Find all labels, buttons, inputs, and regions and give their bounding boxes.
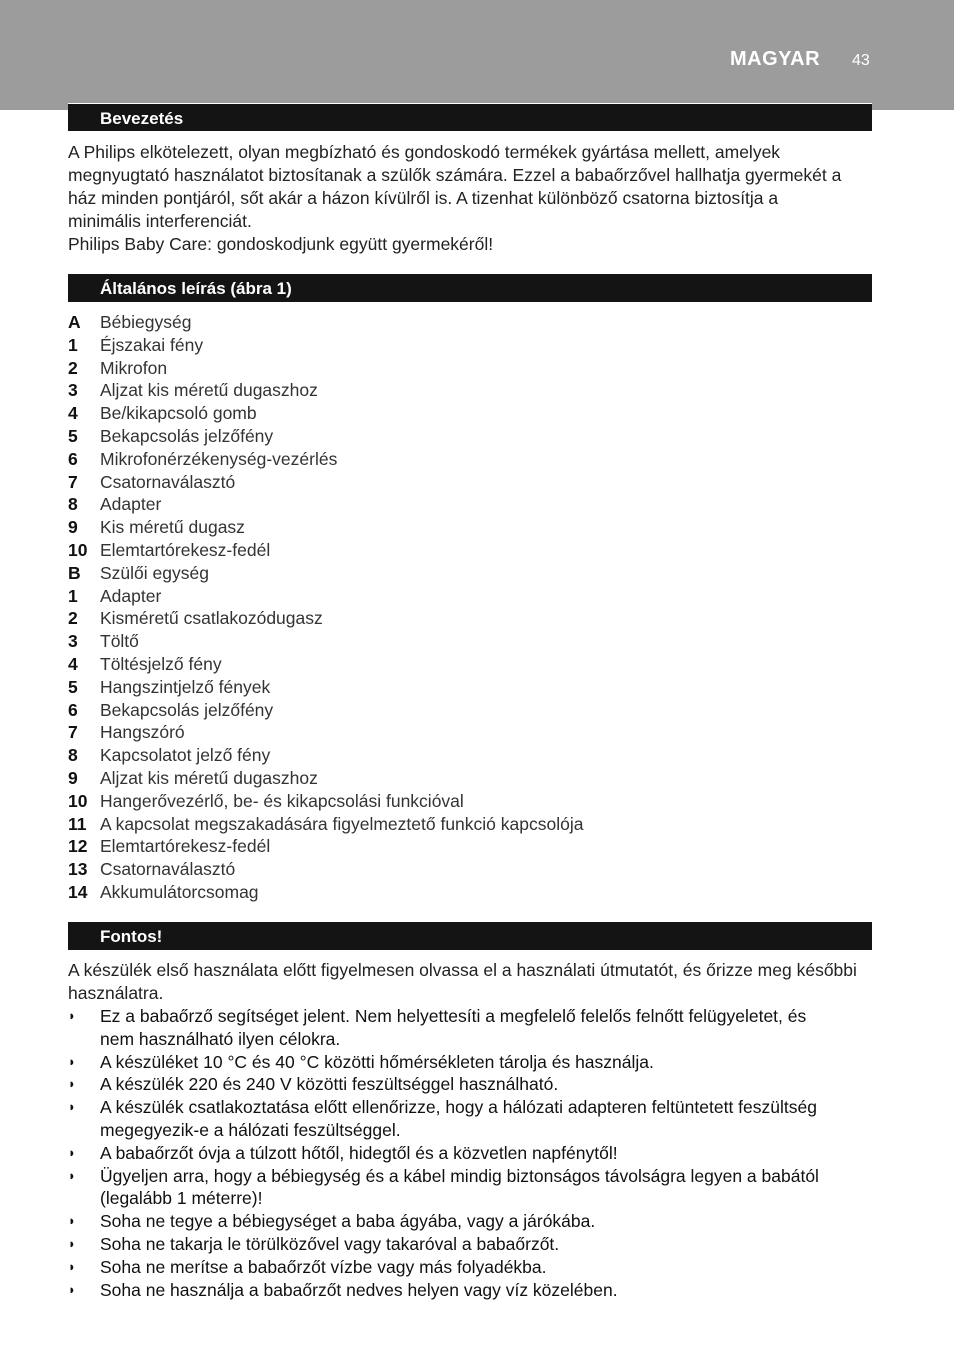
parts-list-text: Bébiegység [100,312,192,332]
parts-list-text: Hangszóró [100,722,185,743]
parts-list-key: 9 [68,767,78,788]
parts-list-text: Bekapcsolás jelzőfény [100,425,274,446]
warning-line: A készülék 220 és 240 V közötti feszültséggel használható. [100,1074,559,1095]
parts-list-item [68,858,873,881]
parts-list-key: 4 [68,653,78,674]
parts-list-key: 7 [68,471,78,492]
parts-list-text: Elemtartórekesz-fedél [100,836,271,857]
bullet-icon: ◗ [68,1167,76,1183]
parts-list-key: 8 [68,745,78,766]
parts-list-item [68,402,873,425]
intro-paragraph [68,141,873,256]
parts-list-key: 3 [68,631,78,652]
parts-list-key: 6 [68,699,78,720]
warning-item [68,1005,873,1051]
parts-list-text: Hangszintjelző fények [100,676,271,697]
warning-line: A készülék csatlakoztatása előtt ellenőrizze, hogy a hálózati adapteren feltüntetett feszültség [100,1097,817,1118]
parts-list-text: Kis méretű dugasz [100,517,245,538]
parts-list-item [68,379,873,402]
warning-line: Soha ne merítse a babaőrzőt vízbe vagy más folyadékba. [100,1256,547,1277]
parts-list-text: Éjszakai fény [100,334,204,355]
important-intro-line: használatra. [68,983,164,1003]
parts-list-key: 14 [68,881,88,902]
parts-list-text: Hangerővezérlő, be- és kikapcsolási funkcióval [100,790,464,811]
bullet-icon: ◗ [68,1053,76,1069]
parts-list-text: Mikrofon [100,357,168,378]
section-heading-intro [68,103,872,131]
parts-list-text: Töltő [100,631,139,652]
warning-item [68,1051,873,1074]
intro-line: A Philips elkötelezett, olyan megbízható és gondoskodó termékek gyártása mellett, amelyek [68,142,781,162]
parts-list-item [68,790,873,813]
warning-item [68,1073,873,1096]
parts-list-item [68,630,873,653]
warning-item [68,1256,873,1279]
parts-list-item [68,448,873,471]
parts-list-key: 1 [68,334,78,355]
parts-list-key: 2 [68,357,78,378]
parts-list-item [68,767,873,790]
bullet-icon: ◗ [68,1258,76,1274]
warning-line: (legalább 1 méterre)! [100,1188,263,1209]
parts-list-item [68,721,873,744]
parts-list-key: 1 [68,585,78,606]
warning-item [68,1165,873,1211]
parts-list [68,311,873,904]
parts-list-item [68,425,873,448]
parts-list-item [68,676,873,699]
parts-list-item [68,334,873,357]
parts-list-item [68,311,873,334]
section-heading-description [68,274,872,302]
warning-line: nem használható ilyen célokra. [100,1028,341,1049]
parts-list-text: Adapter [100,494,162,515]
intro-line: megnyugtató használatot biztosítanak a szülők számára. Ezzel a babaőrzővel hallhatja gyermekét a [68,165,842,185]
parts-list-text: Aljzat kis méretű dugaszhoz [100,767,318,788]
important-intro [68,959,873,1005]
intro-line: ház minden pontjáról, sőt akár a házon kívülről is. A tizenhat különböző csatorna biztosítja a [68,188,779,208]
parts-list-text: Elemtartórekesz-fedél [100,539,271,560]
parts-list-item [68,471,873,494]
parts-list-text: Bekapcsolás jelzőfény [100,699,274,720]
parts-list-key: 5 [68,425,78,446]
section-heading-important-label: Fontos! [100,927,163,946]
bullet-icon: ◗ [68,1008,76,1023]
parts-list-text: Mikrofonérzékenység-vezérlés [100,448,338,469]
intro-line: Philips Baby Care: gondoskodjunk együtt gyermekéről! [68,234,494,254]
parts-list-item [68,744,873,767]
bullet-icon: ◗ [68,1281,76,1297]
warning-line: Soha ne takarja le törülközővel vagy takaróval a babaőrzőt. [100,1233,560,1254]
section-heading-description-label: Általános leírás (ábra 1) [100,279,292,298]
parts-list-key: 13 [68,859,88,880]
parts-list-text: Szülői egység [100,562,209,583]
parts-list-text: Aljzat kis méretű dugaszhoz [100,380,318,401]
warning-item [68,1142,873,1165]
important-intro-line: A készülék első használata előtt figyelmesen olvassa el a használati útmutatót, és őrizze meg későbbi [68,960,857,980]
warning-list [68,1005,873,1301]
intro-line: minimális interferenciát. [68,211,252,231]
parts-list-text: Töltésjelző fény [100,653,222,674]
warning-item [68,1096,873,1142]
parts-list-item [68,493,873,516]
bullet-icon: ◗ [68,1099,76,1115]
parts-list-item [68,607,873,630]
bullet-icon: ◗ [68,1076,76,1092]
parts-list-item [68,539,873,562]
parts-list-key: 10 [68,790,88,811]
bullet-icon: ◗ [68,1144,76,1160]
parts-list-text: Adapter [100,585,162,606]
parts-list-text: Be/kikapcsoló gomb [100,403,257,424]
parts-list-item [68,653,873,676]
warning-item [68,1210,873,1233]
parts-list-item [68,585,873,608]
parts-list-key: 4 [68,403,78,424]
parts-list-item [68,881,873,904]
warning-item [68,1233,873,1256]
bullet-icon: ◗ [68,1213,76,1229]
warning-line: Soha ne tegye a bébiegységet a baba ágyába, vagy a járókába. [100,1211,596,1232]
parts-list-key: 10 [68,539,88,560]
parts-list-item [68,562,873,585]
parts-list-text: Csatornaválasztó [100,859,236,880]
parts-list-text: Kapcsolatot jelző fény [100,745,271,766]
parts-list-text: Kisméretű csatlakozódugasz [100,608,323,629]
warning-line: Ez a babaőrző segítséget jelent. Nem helyettesíti a megfelelő felelős felnőtt felügyeletet, és [100,1006,807,1026]
parts-list-text: Csatornaválasztó [100,471,236,492]
parts-list-key: 6 [68,448,78,469]
parts-list-key: 8 [68,494,78,515]
parts-list-item [68,835,873,858]
parts-list-key: B [68,562,81,583]
parts-list-key: 3 [68,380,78,401]
parts-list-key: 2 [68,608,78,629]
parts-list-key: 5 [68,676,78,697]
parts-list-key: 11 [68,813,87,834]
parts-list-key: 9 [68,517,78,538]
parts-list-text: Akkumulátorcsomag [100,881,259,902]
warning-line: Ügyeljen arra, hogy a bébiegység és a kábel mindig biztonságos távolságra legyen a babától [100,1165,819,1186]
parts-list-key: A [68,312,81,332]
parts-list-text: A kapcsolat megszakadására figyelmeztető funkció kapcsolója [100,813,584,834]
parts-list-item [68,813,873,836]
parts-list-key: 12 [68,836,88,857]
warning-line: megegyezik-e a hálózati feszültséggel. [100,1119,401,1140]
parts-list-item [68,516,873,539]
warning-line: A babaőrzőt óvja a túlzott hőtől, hidegtől és a közvetlen napfénytől! [100,1142,618,1163]
header-language: MAGYAR [730,48,821,70]
warning-line: A készüléket 10 °C és 40 °C közötti hőmérsékleten tárolja és használja. [100,1051,654,1072]
warning-line: Soha ne használja a babaőrzőt nedves helyen vagy víz közelében. [100,1279,618,1300]
page-number: 43 [852,52,870,69]
warning-item [68,1279,873,1302]
parts-list-item [68,357,873,380]
parts-list-item [68,699,873,722]
parts-list-key: 7 [68,722,78,743]
section-heading-intro-label: Bevezetés [100,109,184,128]
section-heading-important [68,922,872,950]
bullet-icon: ◗ [68,1235,76,1251]
